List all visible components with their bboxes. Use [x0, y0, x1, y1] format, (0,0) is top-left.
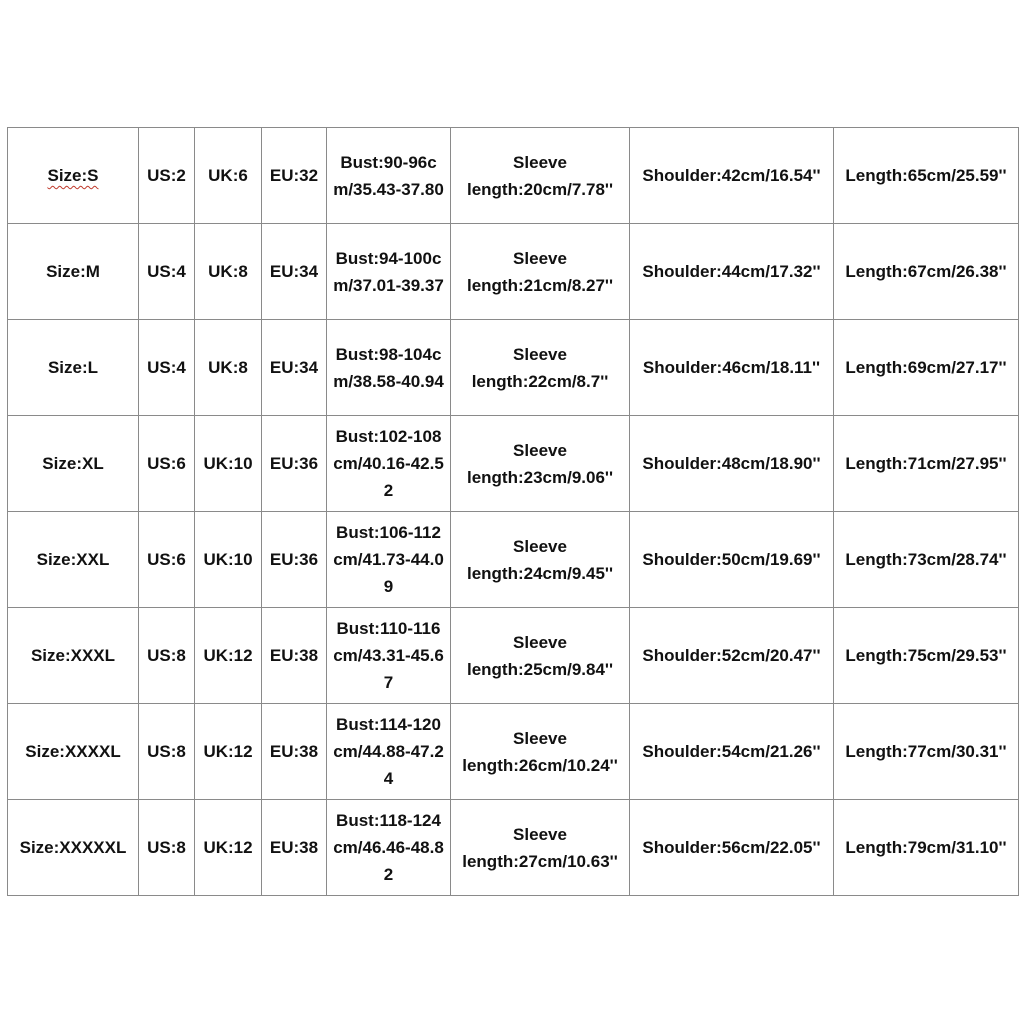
sleeve-length-cell [451, 800, 630, 896]
sleeve-length-cell-text: Sleeve length:24cm/9.45'' [466, 536, 614, 583]
bust-cell-text: Bust:118-124cm/46.46-48.82 [333, 811, 444, 884]
us-size-cell [139, 416, 195, 512]
us-size-cell-text: US:4 [147, 358, 186, 377]
eu-size-cell [262, 128, 327, 224]
shoulder-cell [630, 320, 834, 416]
size-cell-text: Size:XL [42, 454, 104, 473]
shoulder-cell-text: Shoulder:56cm/22.05'' [642, 838, 821, 857]
sleeve-length-cell-text: Sleeve length:25cm/9.84'' [466, 632, 614, 679]
table-row [8, 128, 1019, 224]
eu-size-cell-text: EU:34 [269, 358, 319, 377]
length-cell-text: Length:77cm/30.31'' [845, 742, 1007, 761]
length-cell [834, 512, 1019, 608]
us-size-cell-text: US:6 [147, 550, 186, 569]
eu-size-cell [262, 416, 327, 512]
size-cell-text: Size:XXXXL [25, 742, 121, 761]
uk-size-cell-text: UK:8 [208, 262, 248, 281]
shoulder-cell-text: Shoulder:42cm/16.54'' [642, 166, 821, 185]
length-cell [834, 224, 1019, 320]
us-size-cell [139, 512, 195, 608]
bust-cell-text: Bust:110-116cm/43.31-45.67 [333, 619, 444, 692]
shoulder-cell [630, 608, 834, 704]
eu-size-cell-text: EU:32 [269, 166, 319, 185]
sleeve-length-cell [451, 512, 630, 608]
eu-size-cell-text: EU:38 [269, 742, 319, 761]
sleeve-length-cell [451, 128, 630, 224]
shoulder-cell [630, 224, 834, 320]
size-cell [8, 608, 139, 704]
uk-size-cell [195, 512, 262, 608]
bust-cell [327, 512, 451, 608]
uk-size-cell-text: UK:6 [208, 166, 248, 185]
sleeve-length-cell-text: Sleeve length:22cm/8.7'' [471, 344, 609, 391]
uk-size-cell-text: UK:12 [203, 646, 253, 665]
length-cell-text: Length:67cm/26.38'' [845, 262, 1007, 281]
size-cell-text: Size:XXL [36, 550, 110, 569]
sleeve-length-cell [451, 608, 630, 704]
sleeve-length-cell-text: Sleeve length:21cm/8.27'' [466, 248, 614, 295]
us-size-cell-text: US:6 [147, 454, 186, 473]
size-cell [8, 704, 139, 800]
us-size-cell [139, 128, 195, 224]
uk-size-cell-text: UK:12 [203, 742, 253, 761]
shoulder-cell-text: Shoulder:44cm/17.32'' [642, 262, 821, 281]
size-cell [8, 224, 139, 320]
uk-size-cell [195, 416, 262, 512]
length-cell [834, 608, 1019, 704]
eu-size-cell-text: EU:34 [269, 262, 319, 281]
size-cell-text: Size:M [46, 262, 100, 281]
size-cell [8, 320, 139, 416]
table-row [8, 512, 1019, 608]
sleeve-length-cell [451, 320, 630, 416]
bust-cell-text: Bust:90-96cm/35.43-37.80 [333, 152, 444, 199]
bust-cell-text: Bust:102-108cm/40.16-42.52 [333, 427, 444, 500]
uk-size-cell [195, 608, 262, 704]
eu-size-cell [262, 608, 327, 704]
shoulder-cell [630, 416, 834, 512]
sleeve-length-cell-text: Sleeve length:20cm/7.78'' [466, 152, 614, 199]
length-cell-text: Length:69cm/27.17'' [845, 358, 1007, 377]
bust-cell [327, 416, 451, 512]
size-chart-table [7, 127, 1019, 896]
table-row [8, 224, 1019, 320]
shoulder-cell [630, 800, 834, 896]
us-size-cell-text: US:8 [147, 646, 186, 665]
shoulder-cell [630, 128, 834, 224]
eu-size-cell-text: EU:36 [269, 454, 319, 473]
size-chart-body [8, 128, 1019, 896]
sleeve-length-cell-text: Sleeve length:23cm/9.06'' [466, 440, 614, 487]
length-cell-text: Length:71cm/27.95'' [845, 454, 1007, 473]
shoulder-cell-text: Shoulder:50cm/19.69'' [642, 550, 821, 569]
shoulder-cell-text: Shoulder:54cm/21.26'' [642, 742, 821, 761]
eu-size-cell [262, 224, 327, 320]
sleeve-length-cell-text: Sleeve length:26cm/10.24'' [462, 728, 618, 775]
us-size-cell-text: US:2 [147, 166, 186, 185]
bust-cell [327, 224, 451, 320]
eu-size-cell-text: EU:38 [269, 838, 319, 857]
length-cell-text: Length:73cm/28.74'' [845, 550, 1007, 569]
size-cell-text: Size:S [47, 166, 99, 185]
table-row [8, 416, 1019, 512]
uk-size-cell-text: UK:10 [203, 550, 253, 569]
eu-size-cell [262, 800, 327, 896]
length-cell-text: Length:75cm/29.53'' [845, 646, 1007, 665]
size-cell-text: Size:XXXL [30, 646, 116, 665]
length-cell-text: Length:79cm/31.10'' [845, 838, 1007, 857]
eu-size-cell [262, 704, 327, 800]
size-cell [8, 800, 139, 896]
shoulder-cell-text: Shoulder:46cm/18.11'' [642, 358, 821, 377]
us-size-cell [139, 608, 195, 704]
uk-size-cell [195, 800, 262, 896]
sleeve-length-cell-text: Sleeve length:27cm/10.63'' [462, 824, 618, 871]
uk-size-cell [195, 128, 262, 224]
shoulder-cell [630, 512, 834, 608]
shoulder-cell [630, 704, 834, 800]
us-size-cell [139, 704, 195, 800]
table-row [8, 704, 1019, 800]
sleeve-length-cell [451, 224, 630, 320]
us-size-cell-text: US:4 [147, 262, 186, 281]
bust-cell-text: Bust:98-104cm/38.58-40.94 [333, 344, 444, 391]
size-cell [8, 512, 139, 608]
table-row [8, 320, 1019, 416]
size-cell-text: Size:XXXXXL [19, 838, 127, 857]
size-cell [8, 416, 139, 512]
eu-size-cell [262, 512, 327, 608]
us-size-cell [139, 224, 195, 320]
uk-size-cell [195, 224, 262, 320]
uk-size-cell-text: UK:12 [203, 838, 253, 857]
shoulder-cell-text: Shoulder:52cm/20.47'' [642, 646, 821, 665]
length-cell [834, 800, 1019, 896]
eu-size-cell-text: EU:38 [269, 646, 319, 665]
eu-size-cell [262, 320, 327, 416]
bust-cell [327, 608, 451, 704]
size-cell-text: Size:L [47, 358, 99, 377]
eu-size-cell-text: EU:36 [269, 550, 319, 569]
bust-cell-text: Bust:106-112cm/41.73-44.09 [333, 523, 444, 596]
us-size-cell [139, 320, 195, 416]
us-size-cell-text: US:8 [147, 838, 186, 857]
bust-cell [327, 128, 451, 224]
us-size-cell [139, 800, 195, 896]
length-cell [834, 704, 1019, 800]
shoulder-cell-text: Shoulder:48cm/18.90'' [642, 454, 821, 473]
bust-cell [327, 704, 451, 800]
length-cell [834, 128, 1019, 224]
length-cell [834, 416, 1019, 512]
uk-size-cell-text: UK:10 [203, 454, 253, 473]
size-cell [8, 128, 139, 224]
sleeve-length-cell [451, 704, 630, 800]
uk-size-cell [195, 320, 262, 416]
bust-cell-text: Bust:94-100cm/37.01-39.37 [333, 248, 444, 295]
uk-size-cell [195, 704, 262, 800]
bust-cell [327, 800, 451, 896]
length-cell [834, 320, 1019, 416]
bust-cell-text: Bust:114-120cm/44.88-47.24 [333, 715, 444, 788]
length-cell-text: Length:65cm/25.59'' [845, 166, 1007, 185]
table-row [8, 608, 1019, 704]
sleeve-length-cell [451, 416, 630, 512]
uk-size-cell-text: UK:8 [208, 358, 248, 377]
bust-cell [327, 320, 451, 416]
table-row [8, 800, 1019, 896]
us-size-cell-text: US:8 [147, 742, 186, 761]
